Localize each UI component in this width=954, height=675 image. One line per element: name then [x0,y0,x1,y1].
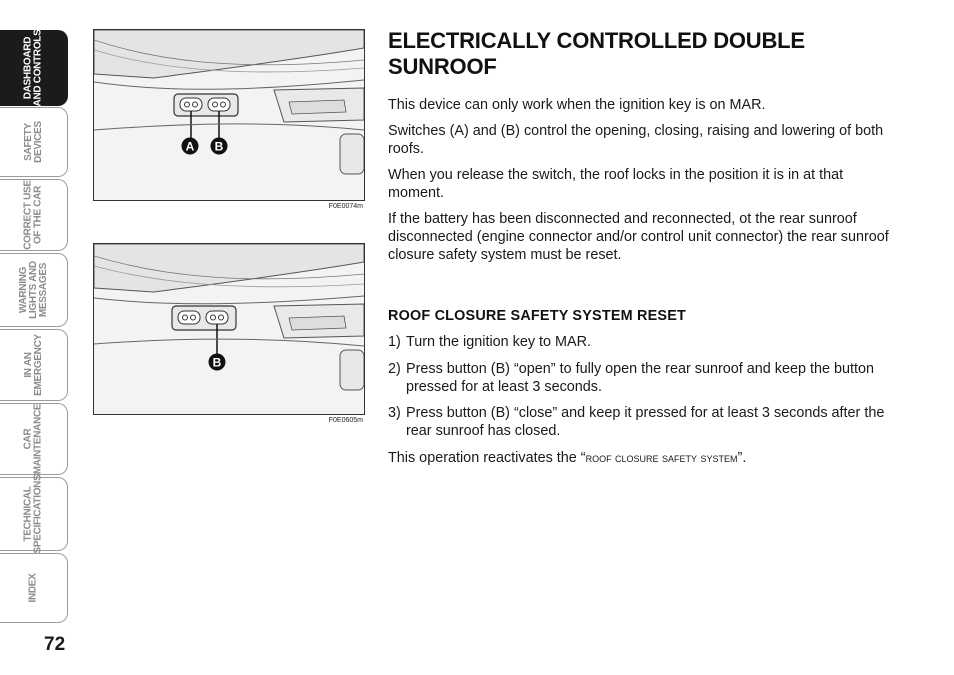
closing-text-end: ”. [737,450,747,466]
paragraph: This device can only work when the ignition key is on MAR. [388,97,766,113]
tab-in-an-emergency[interactable] [0,329,68,401]
tab-technical-specifications[interactable] [0,474,68,554]
tab-safety-devices[interactable] [0,107,68,177]
tab-label: SAFETY DEVICES [22,121,44,163]
step-number: 1) [388,334,401,350]
tab-label: CORRECT USE OF THE CAR [22,180,44,250]
tab-warning-lights[interactable] [0,253,68,327]
section-heading: ROOF CLOSURE SAFETY SYSTEM RESET [388,308,686,324]
step-text: Press button (B) “close” and keep it pressed for at least 3 seconds after the rear sunroof has closed. [406,405,885,439]
paragraph: If the battery has been disconnected and reconnected, ot the rear sunroof disconnected (engine connector and/or control unit connector) the rear sunroof closure safety system must be reset. [388,211,889,263]
page-title: ELECTRICALLY CONTROLLED DOUBLE SUNROOF [388,28,805,79]
figure-caption: F0E0074m [328,203,363,210]
tab-car-maintenance[interactable] [0,403,68,475]
paragraph: Switches (A) and (B) control the opening, closing, raising and lowering of both roofs. [388,123,884,157]
list-item [388,333,898,351]
tab-label: IN AN EMERGENCY [22,334,44,396]
closing-smallcaps: roof closure safety system [585,451,738,465]
figure-caption: F0E0605m [328,417,363,424]
tab-label: INDEX [27,573,39,603]
tab-dashboard-and-controls[interactable] [0,30,68,106]
sunroof-switch-illustration [94,244,364,414]
tab-label: TECHNICAL SPECIFICATIONS [22,474,44,554]
sunroof-switch-illustration [94,30,364,200]
step-number: 3) [388,405,401,421]
tab-correct-use[interactable] [0,179,68,251]
closing-text: This operation reactivates the “ [388,450,586,466]
callout-b: B [214,139,224,154]
page-number: 72 [44,634,66,655]
step-text: Press button (B) “open” to fully open the rear sunroof and keep the button pressed for at least 3 seconds. [406,361,874,395]
step-text: Turn the ignition key to MAR. [406,334,592,350]
callout-a: A [185,139,195,154]
main-content [388,28,898,467]
callout-b: B [212,355,222,370]
list-item [388,404,898,440]
list-item [388,360,898,396]
closing-paragraph [388,449,898,467]
tab-index[interactable] [0,553,68,623]
figure-sunroof-switches-front [93,29,365,201]
paragraph: When you release the switch, the roof locks in the position it is in at that moment. [388,167,844,201]
tab-label: CAR MAINTENANCE [22,403,44,475]
tab-label: DASHBOARD AND CONTROLS [22,29,44,107]
tab-label: WARNING LIGHTS AND MESSAGES [17,261,49,319]
step-number: 2) [388,361,401,377]
figure-sunroof-switch-rear [93,243,365,415]
